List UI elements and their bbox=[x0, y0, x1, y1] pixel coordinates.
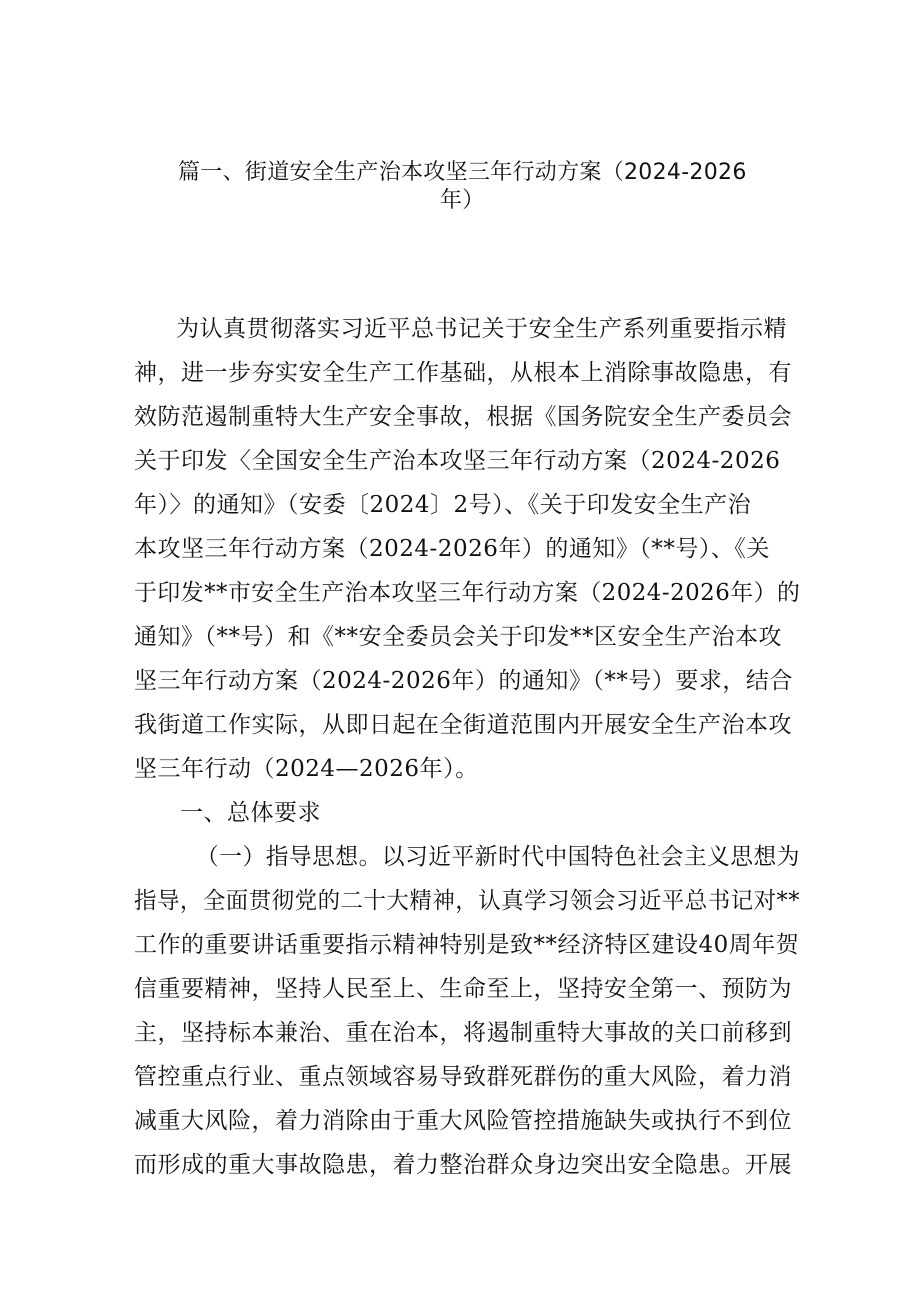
body-line: 本攻坚三年行动方案（2024-2026年）的通知》（**号）、《关 bbox=[134, 536, 770, 562]
body-line: 坚三年行动（2024—2026年）。 bbox=[134, 756, 479, 782]
body-line: 我街道工作实际，从即日起在全街道范围内开展安全生产治本攻 bbox=[134, 712, 792, 738]
body-line: 神，进一步夯实安全生产工作基础，从根本上消除事故隐患，有 bbox=[134, 360, 792, 386]
body-line: 主，坚持标本兼治、重在治本，将遏制重特大事故的关口前移到 bbox=[134, 1020, 792, 1046]
body-line: 关于印发〈全国安全生产治本攻坚三年行动方案（2024-2026 bbox=[134, 448, 781, 474]
body-line: 信重要精神，坚持人民至上、生命至上，坚持安全第一、预防为 bbox=[134, 976, 792, 1002]
body-line: 效防范遏制重特大生产安全事故，根据《国务院安全生产委员会 bbox=[134, 404, 792, 430]
body-line: （一）指导思想。以习近平新时代中国特色社会主义思想为 bbox=[196, 844, 800, 870]
body-line: 管控重点行业、重点领域容易导致群死群伤的重大风险，着力消 bbox=[134, 1064, 792, 1090]
body-line: 指导，全面贯彻党的二十大精神，认真学习领会习近平总书记对** bbox=[134, 888, 800, 914]
body-line: 于印发**市安全生产治本攻坚三年行动方案（2024-2026年）的 bbox=[134, 580, 801, 606]
body-line: 减重大风险，着力消除由于重大风险管控措施缺失或执行不到位 bbox=[134, 1108, 792, 1134]
body-line: 为认真贯彻落实习近平总书记关于安全生产系列重要指示精 bbox=[176, 316, 787, 342]
body-line: 而形成的重大事故隐患，着力整治群众身边突出安全隐患。开展 bbox=[134, 1152, 792, 1178]
body-line: 工作的重要讲话重要指示精神特别是致**经济特区建设40周年贺 bbox=[134, 932, 800, 958]
body-line: 年）〉的通知》（安委〔2024〕2号）、《关于印发安全生产治 bbox=[134, 492, 752, 518]
body-line: 通知》（**号）和《**安全委员会关于印发**区安全生产治本攻 bbox=[134, 624, 782, 650]
section-heading: 一、总体要求 bbox=[180, 800, 321, 826]
body-line: 坚三年行动方案（2024-2026年）的通知》（**号）要求，结合 bbox=[134, 668, 793, 694]
document-title-line-1: 篇一、街道安全生产治本攻坚三年行动方案（2024-2026 bbox=[178, 160, 747, 185]
document-title-line-2: 年） bbox=[440, 188, 485, 213]
